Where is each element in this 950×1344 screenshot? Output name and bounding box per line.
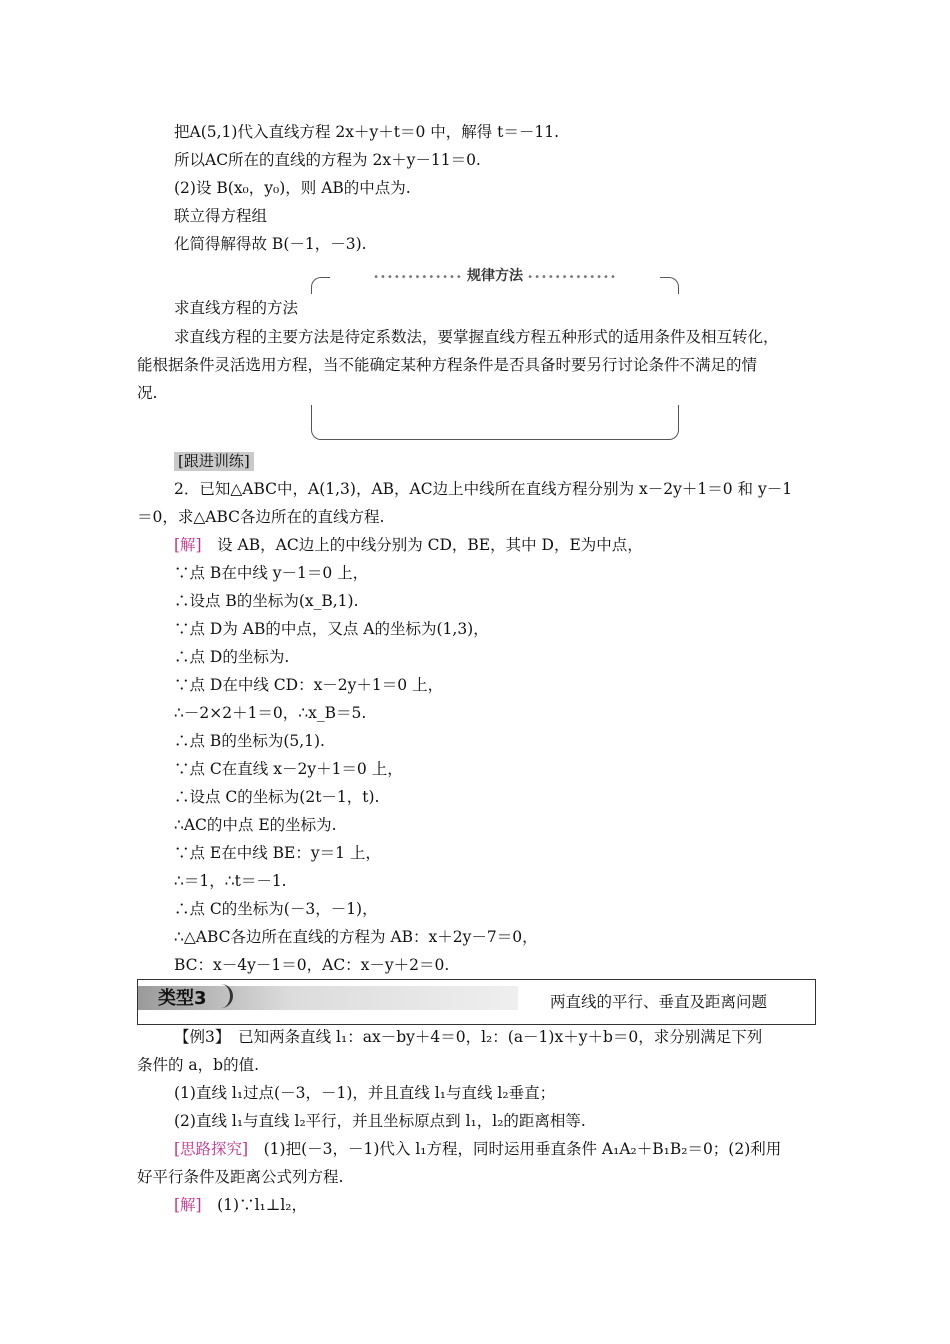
problem-line: 2．已知△ABC中，A(1,3)，AB，AC边上中线所在直线方程分别为 x－2y＋1＝0 和 y－1 <box>174 480 793 498</box>
method-body-line: 况. <box>137 384 158 402</box>
method-box-bottom-border <box>311 405 679 440</box>
text-line: 联立得方程组 <box>174 207 268 225</box>
solution-line: ∵点 E在中线 BE：y＝1 上， <box>174 844 381 862</box>
solution2-label: [解] <box>174 1196 202 1214</box>
solution-line: ∴设点 B的坐标为(x_B,1). <box>174 592 359 610</box>
example-line: 条件的 a，b的值. <box>137 1056 260 1074</box>
solution-label: [解] <box>174 536 202 554</box>
solution-line: ∵点 D在中线 CD：x－2y＋1＝0 上， <box>174 676 444 694</box>
problem-line: ＝0，求△ABC各边所在的直线方程. <box>137 508 385 526</box>
solution2-line: [解] (1)∵l₁⊥l₂， <box>174 1196 307 1214</box>
text-line: 把A(5,1)代入直线方程 2x＋y＋t＝0 中，解得 t＝－11. <box>174 123 560 141</box>
text-line: 所以AC所在的直线的方程为 2x＋y－11＝0. <box>174 151 481 169</box>
idea-line: 好平行条件及距离公式列方程. <box>137 1168 344 1186</box>
text-line: (2)设 B(x₀，y₀)，则 AB的中点为. <box>174 179 411 197</box>
text-line: 化简得解得故 B(－1，－3). <box>174 235 367 253</box>
idea-label: [思路探究] <box>174 1140 249 1158</box>
solution-line: ∵点 C在直线 x－2y＋1＝0 上， <box>174 760 403 778</box>
solution-line: ∴点 C的坐标为(－3，－1)， <box>174 900 378 918</box>
example-line: 【例3】 已知两条直线 l₁：ax－by＋4＝0，l₂：(a－1)x＋y＋b＝0，求分别满足下列 <box>174 1028 763 1046</box>
solution-line: ∴点 D的坐标为. <box>174 648 290 666</box>
example-line: (1)直线 l₁过点(－3，－1)，并且直线 l₁与直线 l₂垂直； <box>174 1084 556 1102</box>
follow-up-tag: [跟进训练] <box>174 452 254 471</box>
idea-first-line: [思路探究] (1)把(－3，－1)代入 l₁方程，同时运用垂直条件 A₁A₂＋B₁B₂＝0；(2)利用 <box>174 1140 782 1158</box>
solution-line: ∴AC的中点 E的坐标为. <box>174 816 337 834</box>
solution-line: ∴点 B的坐标为(5,1). <box>174 732 325 750</box>
solution-line: ∴设点 C的坐标为(2t－1，t). <box>174 788 380 806</box>
solution-line: ∴－2×2＋1＝0，∴x_B＝5. <box>174 704 367 722</box>
dots-decoration: ••••••••••••• <box>373 272 467 283</box>
solution-line: ∵点 B在中线 y－1＝0 上， <box>174 564 369 582</box>
solution-line: BC：x－4y－1＝0，AC：x－y＋2＝0. <box>174 956 450 974</box>
solution-line: ∴△ABC各边所在直线的方程为 AB：x＋2y－7＝0， <box>174 928 538 946</box>
method-body-line: 求直线方程的主要方法是待定系数法，要掌握直线方程五种形式的适用条件及相互转化， <box>174 328 779 346</box>
dots-decoration: ••••••••••••• <box>523 272 617 283</box>
method-body-line: 能根据条件灵活选用方程，当不能确定某种方程条件是否具备时要另行讨论条件不满足的情 <box>137 356 758 374</box>
type-title: 两直线的平行、垂直及距离问题 <box>550 993 768 1011</box>
example-line: (2)直线 l₁与直线 l₂平行，并且坐标原点到 l₁，l₂的距离相等. <box>174 1112 586 1130</box>
method-heading: 求直线方程的方法 <box>174 299 299 317</box>
solution-line: ∵点 D为 AB的中点，又点 A的坐标为(1,3)， <box>174 620 489 638</box>
solution-line: ∴＝1，∴t＝－1. <box>174 872 287 890</box>
method-box-title: ••••••••••••• 规律方法 ••••••••••••• <box>330 266 660 288</box>
solution-first-line: [解] 设 AB，AC边上的中线分别为 CD，BE，其中 D，E为中点， <box>174 536 643 554</box>
type-label: 类型3 <box>158 988 207 1009</box>
section-type-bar <box>137 979 816 1025</box>
